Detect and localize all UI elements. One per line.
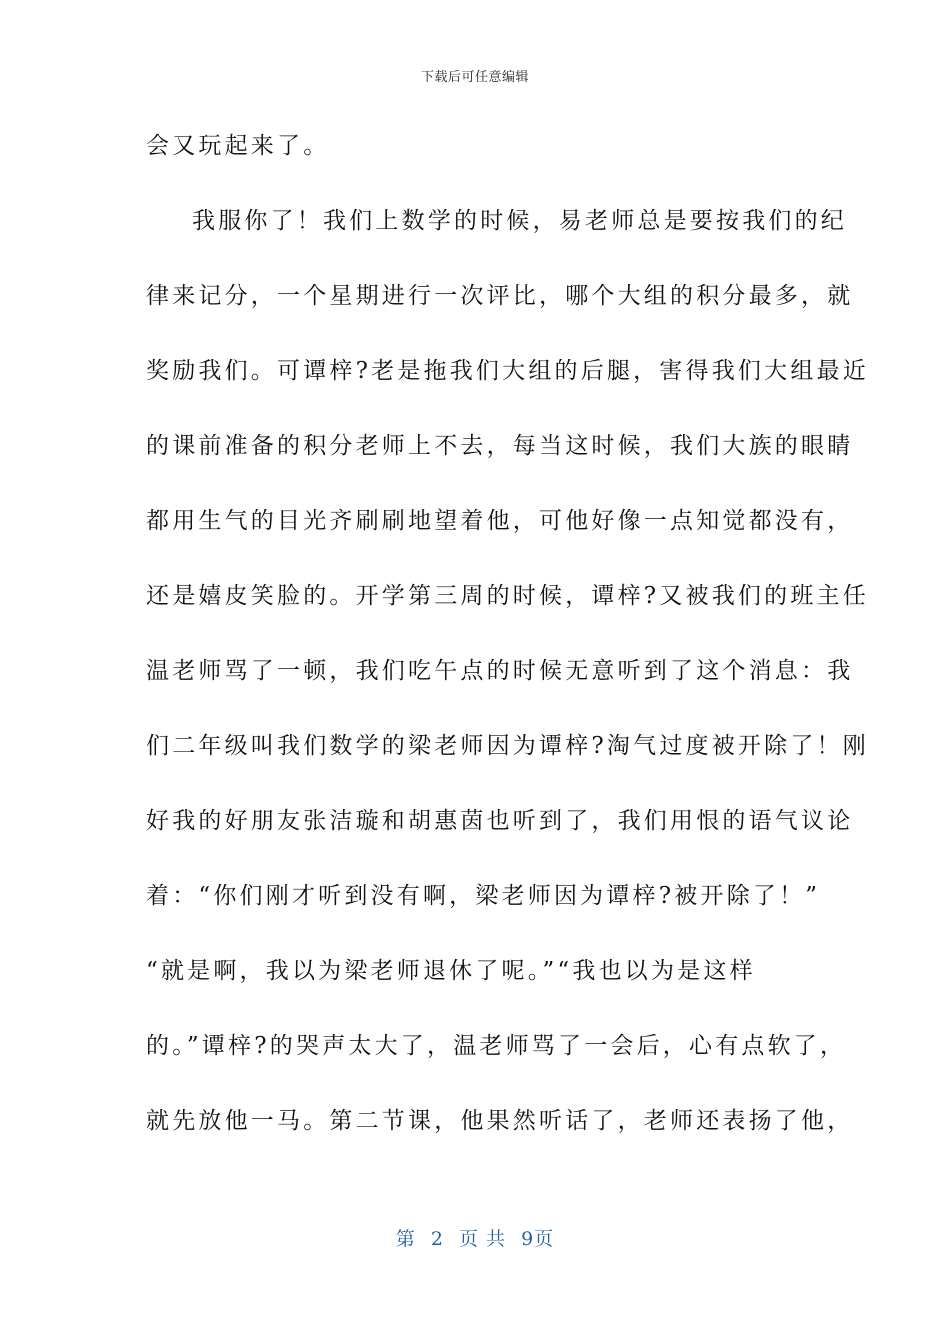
page-footer: [0, 1224, 950, 1251]
document-body: [146, 124, 869, 1174]
paragraph-line: 奖励我们。可谭梓?老是拖我们大组的后腿，害得我们大组最近: [146, 358, 869, 384]
paragraph-line: “就是啊，我以为梁老师退休了呢。”“我也以为是这样: [146, 958, 756, 984]
paragraph-line: 的。”谭梓?的哭声太大了，温老师骂了一会后，心有点软了，: [146, 1033, 847, 1059]
paragraph-line: 们二年级叫我们数学的梁老师因为谭梓?淘气过度被开除了！刚: [146, 733, 869, 759]
footer-current-page: 2: [430, 1228, 444, 1250]
paragraph-line: 我服你了！我们上数学的时候，易老师总是要按我们的纪: [192, 208, 847, 234]
paragraph-line: 就先放他一马。第二节课，他果然听话了，老师还表扬了他，: [146, 1108, 854, 1134]
footer-of-label: 页 共: [459, 1228, 507, 1250]
paragraph-line: 的课前准备的积分老师上不去，每当这时候，我们大族的眼睛: [146, 433, 854, 459]
paragraph-line: 律来记分，一个星期进行一次评比，哪个大组的积分最多，就: [146, 283, 854, 309]
paragraph-line: 着：“你们刚才听到没有啊，梁老师因为谭梓?被开除了！”: [146, 883, 821, 909]
paragraph-line: 温老师骂了一顿，我们吃午点的时候无意听到了这个消息：我: [146, 658, 854, 684]
paragraph-line: 还是嬉皮笑脸的。开学第三周的时候，谭梓?又被我们的班主任: [146, 583, 869, 609]
footer-page-label: 第: [395, 1228, 416, 1250]
page-header: 下载后可任意编辑: [420, 70, 529, 85]
paragraph-line: 会又玩起来了。: [146, 133, 330, 159]
footer-total-pages: 9页: [521, 1228, 555, 1250]
paragraph-line: 都用生气的目光齐刷刷地望着他，可他好像一点知觉都没有，: [146, 508, 854, 534]
paragraph-line: 好我的好朋友张洁璇和胡惠茵也听到了，我们用恨的语气议论: [146, 808, 854, 834]
